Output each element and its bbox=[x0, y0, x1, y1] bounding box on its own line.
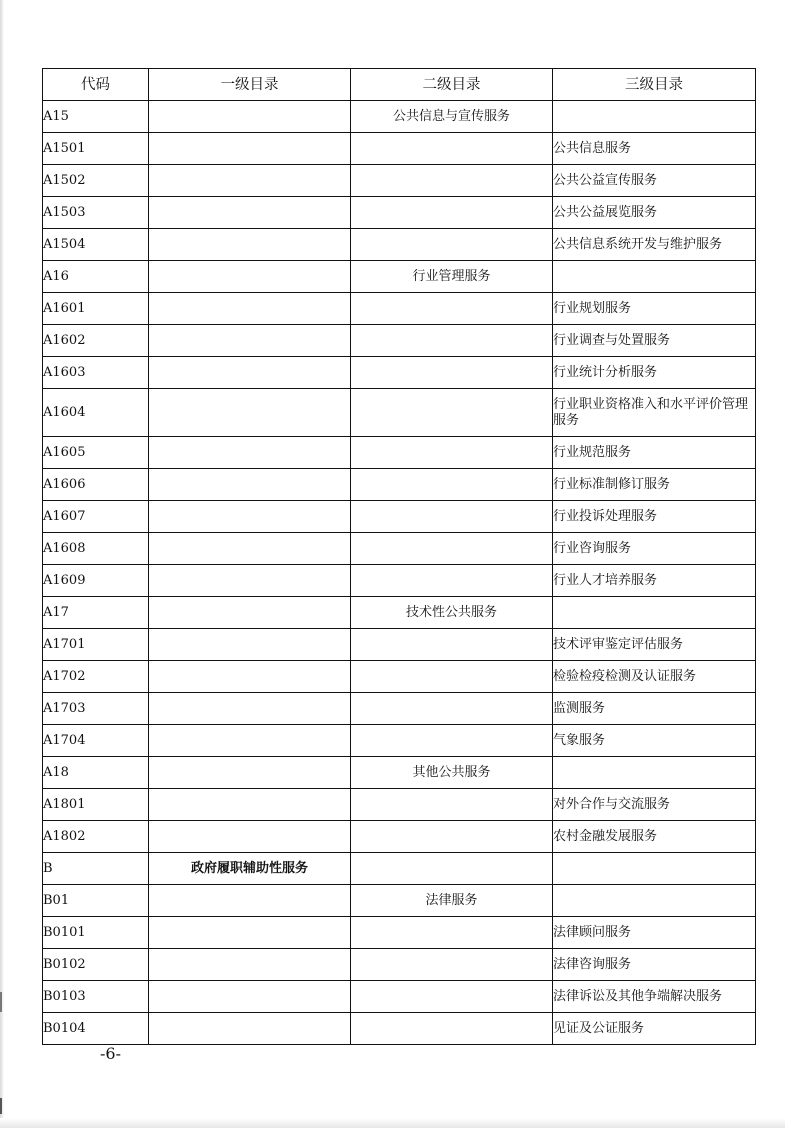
table-row bbox=[43, 165, 756, 197]
header-code: 代码 bbox=[43, 69, 149, 101]
cell-level1 bbox=[149, 469, 351, 501]
cell-level1 bbox=[149, 165, 351, 197]
cell-code: B01 bbox=[43, 885, 149, 917]
cell-level3: 行业标准制修订服务 bbox=[553, 469, 756, 501]
cell-level3: 行业统计分析服务 bbox=[553, 357, 756, 389]
cell-level2 bbox=[351, 357, 553, 389]
cell-level3: 监测服务 bbox=[553, 693, 756, 725]
cell-level1 bbox=[149, 133, 351, 165]
cell-level1 bbox=[149, 101, 351, 133]
table-row bbox=[43, 917, 756, 949]
cell-level3 bbox=[553, 597, 756, 629]
table-row bbox=[43, 853, 756, 885]
cell-level2 bbox=[351, 229, 553, 261]
cell-level1 bbox=[149, 725, 351, 757]
cell-code: A1501 bbox=[43, 133, 149, 165]
cell-level3: 公共公益宣传服务 bbox=[553, 165, 756, 197]
table-row bbox=[43, 389, 756, 437]
cell-level3 bbox=[553, 101, 756, 133]
cell-level2 bbox=[351, 661, 553, 693]
cell-level1 bbox=[149, 293, 351, 325]
cell-level3: 行业调查与处置服务 bbox=[553, 325, 756, 357]
cell-level1 bbox=[149, 885, 351, 917]
cell-level3: 行业职业资格准入和水平评价管理服务 bbox=[553, 389, 756, 437]
cell-level3: 法律顾问服务 bbox=[553, 917, 756, 949]
cell-level2 bbox=[351, 853, 553, 885]
cell-level2 bbox=[351, 437, 553, 469]
cell-code: A17 bbox=[43, 597, 149, 629]
cell-code: A1503 bbox=[43, 197, 149, 229]
cell-code: A1607 bbox=[43, 501, 149, 533]
cell-level1 bbox=[149, 389, 351, 437]
header-level3: 三级目录 bbox=[553, 69, 756, 101]
cell-level3 bbox=[553, 261, 756, 293]
cell-level2 bbox=[351, 1013, 553, 1045]
cell-level2: 公共信息与宣传服务 bbox=[351, 101, 553, 133]
cell-level1 bbox=[149, 197, 351, 229]
cell-level1 bbox=[149, 229, 351, 261]
catalog-table bbox=[42, 68, 756, 1045]
cell-code: A1701 bbox=[43, 629, 149, 661]
table-row bbox=[43, 437, 756, 469]
table-row bbox=[43, 197, 756, 229]
table-row bbox=[43, 597, 756, 629]
table-row bbox=[43, 133, 756, 165]
cell-level1 bbox=[149, 693, 351, 725]
header-level2: 二级目录 bbox=[351, 69, 553, 101]
cell-code: B0101 bbox=[43, 917, 149, 949]
cell-level1 bbox=[149, 917, 351, 949]
table-row bbox=[43, 1013, 756, 1045]
cell-level1 bbox=[149, 949, 351, 981]
cell-level3: 公共信息服务 bbox=[553, 133, 756, 165]
cell-level3 bbox=[553, 757, 756, 789]
cell-level3: 见证及公证服务 bbox=[553, 1013, 756, 1045]
cell-level1 bbox=[149, 757, 351, 789]
cell-level3 bbox=[553, 885, 756, 917]
cell-level3 bbox=[553, 853, 756, 885]
scan-edge bbox=[0, 1118, 785, 1128]
cell-level1 bbox=[149, 821, 351, 853]
table-row bbox=[43, 725, 756, 757]
cell-level3: 公共公益展览服务 bbox=[553, 197, 756, 229]
cell-level2 bbox=[351, 917, 553, 949]
cell-level3: 检验检疫检测及认证服务 bbox=[553, 661, 756, 693]
table-row bbox=[43, 949, 756, 981]
cell-level2 bbox=[351, 501, 553, 533]
cell-code: A1608 bbox=[43, 533, 149, 565]
cell-code: A18 bbox=[43, 757, 149, 789]
cell-level2 bbox=[351, 725, 553, 757]
cell-level3: 法律诉讼及其他争端解决服务 bbox=[553, 981, 756, 1013]
cell-level3: 气象服务 bbox=[553, 725, 756, 757]
cell-level3: 公共信息系统开发与维护服务 bbox=[553, 229, 756, 261]
cell-level1 bbox=[149, 661, 351, 693]
cell-code: A1703 bbox=[43, 693, 149, 725]
cell-level3: 对外合作与交流服务 bbox=[553, 789, 756, 821]
cell-level3: 行业规划服务 bbox=[553, 293, 756, 325]
table-row bbox=[43, 229, 756, 261]
cell-code: A1609 bbox=[43, 565, 149, 597]
cell-level1 bbox=[149, 261, 351, 293]
cell-level2 bbox=[351, 165, 553, 197]
cell-code: A1605 bbox=[43, 437, 149, 469]
cell-level1 bbox=[149, 565, 351, 597]
cell-level3: 行业投诉处理服务 bbox=[553, 501, 756, 533]
cell-code: A1606 bbox=[43, 469, 149, 501]
cell-level1 bbox=[149, 533, 351, 565]
cell-level2 bbox=[351, 325, 553, 357]
table-row bbox=[43, 693, 756, 725]
cell-level2 bbox=[351, 565, 553, 597]
cell-level3: 行业规范服务 bbox=[553, 437, 756, 469]
cell-code: A1603 bbox=[43, 357, 149, 389]
cell-code: A1602 bbox=[43, 325, 149, 357]
table-row bbox=[43, 325, 756, 357]
cell-code: A15 bbox=[43, 101, 149, 133]
table-row bbox=[43, 469, 756, 501]
cell-level2 bbox=[351, 821, 553, 853]
cell-level1 bbox=[149, 629, 351, 661]
table-row bbox=[43, 821, 756, 853]
cell-code: A1604 bbox=[43, 389, 149, 437]
cell-level2 bbox=[351, 133, 553, 165]
table-row bbox=[43, 629, 756, 661]
cell-code: A1802 bbox=[43, 821, 149, 853]
cell-level1 bbox=[149, 1013, 351, 1045]
cell-level2 bbox=[351, 293, 553, 325]
scan-mark bbox=[0, 1098, 2, 1114]
cell-level3: 法律咨询服务 bbox=[553, 949, 756, 981]
table-row bbox=[43, 789, 756, 821]
cell-level1 bbox=[149, 789, 351, 821]
table-row bbox=[43, 661, 756, 693]
cell-level2 bbox=[351, 981, 553, 1013]
cell-level2: 行业管理服务 bbox=[351, 261, 553, 293]
table-row bbox=[43, 533, 756, 565]
table-row bbox=[43, 101, 756, 133]
page-number: -6- bbox=[100, 1044, 121, 1063]
cell-level1 bbox=[149, 325, 351, 357]
cell-code: A1702 bbox=[43, 661, 149, 693]
cell-level1 bbox=[149, 981, 351, 1013]
table-row bbox=[43, 261, 756, 293]
cell-level2 bbox=[351, 533, 553, 565]
cell-level2 bbox=[351, 789, 553, 821]
cell-code: B0102 bbox=[43, 949, 149, 981]
table-row bbox=[43, 293, 756, 325]
table-row bbox=[43, 357, 756, 389]
cell-level3: 行业人才培养服务 bbox=[553, 565, 756, 597]
cell-level2: 法律服务 bbox=[351, 885, 553, 917]
header-level1: 一级目录 bbox=[149, 69, 351, 101]
cell-level2 bbox=[351, 469, 553, 501]
cell-code: B0104 bbox=[43, 1013, 149, 1045]
scan-edge bbox=[0, 0, 4, 1128]
cell-level2: 其他公共服务 bbox=[351, 757, 553, 789]
cell-level1 bbox=[149, 501, 351, 533]
table-row bbox=[43, 501, 756, 533]
cell-level2 bbox=[351, 197, 553, 229]
cell-level2 bbox=[351, 629, 553, 661]
cell-code: B0103 bbox=[43, 981, 149, 1013]
table-row bbox=[43, 885, 756, 917]
table-header-row bbox=[43, 69, 756, 101]
cell-level3: 行业咨询服务 bbox=[553, 533, 756, 565]
scan-mark bbox=[0, 992, 2, 1012]
cell-code: A1502 bbox=[43, 165, 149, 197]
cell-level3: 技术评审鉴定评估服务 bbox=[553, 629, 756, 661]
cell-code: B bbox=[43, 853, 149, 885]
cell-level3: 农村金融发展服务 bbox=[553, 821, 756, 853]
table-row bbox=[43, 757, 756, 789]
cell-code: A1504 bbox=[43, 229, 149, 261]
cell-level2 bbox=[351, 949, 553, 981]
cell-level1 bbox=[149, 437, 351, 469]
cell-level1 bbox=[149, 597, 351, 629]
cell-code: A1601 bbox=[43, 293, 149, 325]
table-row bbox=[43, 981, 756, 1013]
cell-level1: 政府履职辅助性服务 bbox=[149, 853, 351, 885]
cell-code: A16 bbox=[43, 261, 149, 293]
cell-level2 bbox=[351, 693, 553, 725]
cell-level2 bbox=[351, 389, 553, 437]
cell-code: A1801 bbox=[43, 789, 149, 821]
cell-level2: 技术性公共服务 bbox=[351, 597, 553, 629]
cell-code: A1704 bbox=[43, 725, 149, 757]
cell-level1 bbox=[149, 357, 351, 389]
table-row bbox=[43, 565, 756, 597]
